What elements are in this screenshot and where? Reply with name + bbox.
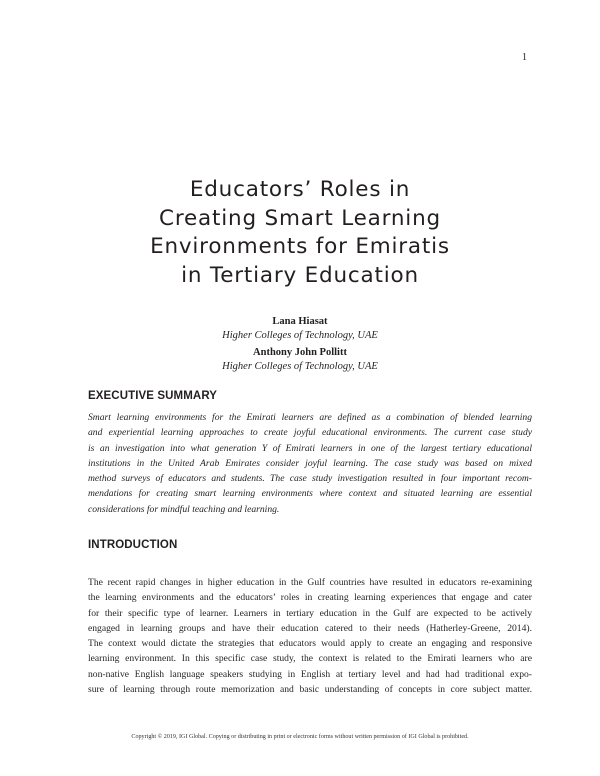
- text-line: for their specific type of learner. Learners in tertiary education in the Gulf are expected to be actively: [88, 607, 532, 619]
- text-line: method surveys of educators and students. The case study investigation resulted in four important recom-: [88, 473, 532, 485]
- title-line: in Tertiary Education: [181, 262, 419, 288]
- text-line: and experiential learning approaches to create joyful educational environments. The current case study: [88, 427, 532, 439]
- text-line: the learning environments and the educators’ roles in creating learning experiences that engage and cater: [88, 592, 532, 604]
- text-line: considerations for mindful teaching and learning.: [88, 503, 280, 515]
- author-block: [0, 346, 600, 374]
- executive-summary-text: [88, 410, 532, 517]
- title-line: Environments for Emiratis: [150, 234, 450, 259]
- page-title: [0, 176, 600, 290]
- text-line: institutions in the United Arab Emirates consider joyful learning. The case study was based on mixed: [88, 457, 532, 469]
- introduction-heading: INTRODUCTION: [88, 539, 178, 551]
- text-line: The recent rapid changes in higher education in the Gulf countries have resulted in educators re-examining: [88, 577, 532, 588]
- author-block: [0, 315, 600, 343]
- text-line: learning environment. In this specific case study, the context is related to the Emirati learners who are: [88, 653, 532, 665]
- executive-summary-heading: EXECUTIVE SUMMARY: [88, 390, 218, 402]
- text-line: is an investigation into what generation Y of Emirati learners in one of the largest tertiary educational: [88, 442, 532, 454]
- author-name: Anthony John Pollitt: [253, 347, 347, 358]
- text-line: The context would dictate the strategies that educators would apply to create an engaging and responsive: [88, 638, 532, 650]
- page-number: 1: [522, 52, 527, 63]
- title-line: Creating Smart Learning: [159, 205, 441, 231]
- copyright-notice: Copyright © 2019, IGI Global. Copying or distributing in print or electronic forms without written permission of IGI Global is prohibited.: [131, 734, 469, 740]
- author-affiliation: Higher Colleges of Technology, UAE: [222, 330, 378, 341]
- text-line: Smart learning environments for the Emirati learners are defined as a combination of blended learning: [88, 412, 532, 423]
- author-name: Lana Hiasat: [272, 316, 328, 327]
- title-line: Educators’ Roles in: [189, 177, 411, 202]
- text-line: non-native English language speakers studying in English at tertiary level and had had traditional expo-: [88, 668, 532, 680]
- text-line: engaged in learning groups and have their education catered to their needs (Hatherley-Greene, 2014).: [88, 622, 532, 634]
- text-line: sure of learning through route memorization and basic understanding of concepts in core subject matter.: [88, 684, 532, 696]
- author-affiliation: Higher Colleges of Technology, UAE: [222, 361, 378, 372]
- introduction-text: [88, 575, 532, 697]
- text-line: mendations for creating smart learning environments where context and situated learning are essential: [88, 488, 532, 500]
